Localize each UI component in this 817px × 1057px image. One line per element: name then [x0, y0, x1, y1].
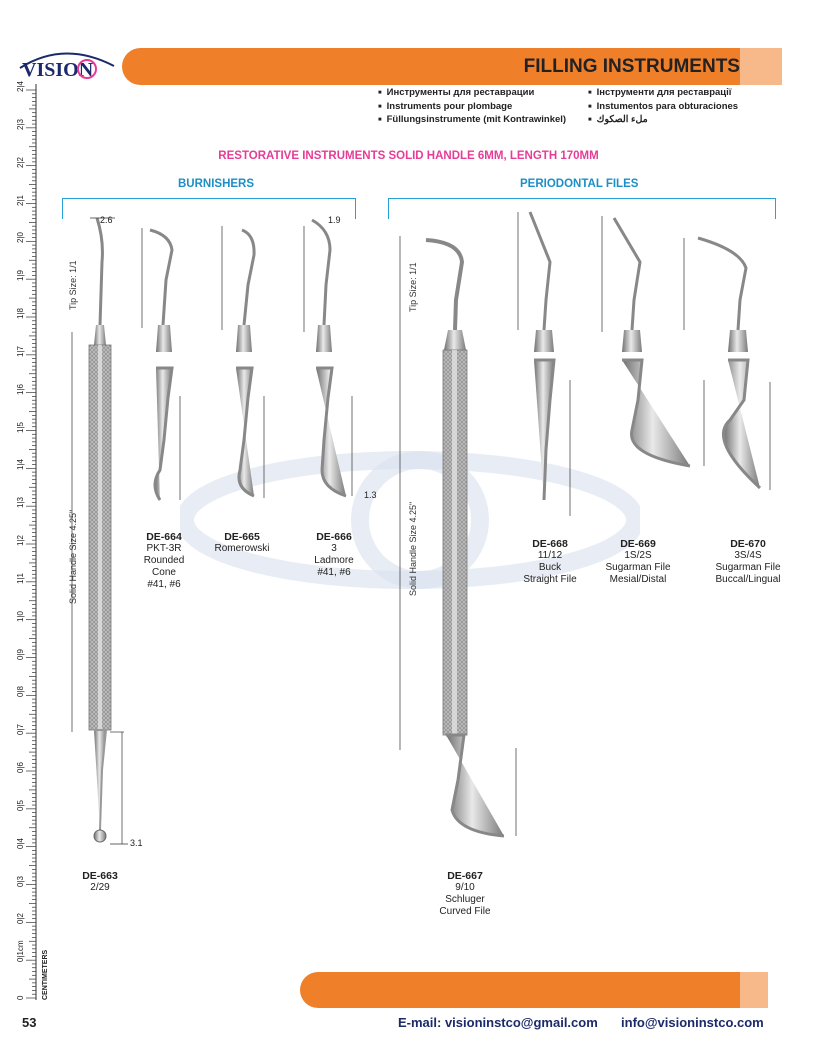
dimension-label: 3.1 — [130, 838, 143, 848]
instrument-desc: 9/10 — [455, 882, 475, 893]
ruler-label: 1|2 — [16, 535, 25, 546]
tip-size-label: Tip Size: 1/1 — [408, 262, 418, 312]
instrument-desc: Schluger — [445, 894, 485, 905]
ruler-label: 1|5 — [16, 421, 25, 433]
language-item: ■ Instumentos para obturaciones — [588, 101, 738, 115]
caption-de-667 — [425, 870, 505, 918]
dimension-label: 1.9 — [328, 215, 341, 225]
instrument-code: DE-665 — [224, 531, 260, 543]
caption-de-669 — [596, 538, 680, 586]
language-item: ■ Füllungsinstrumente (mit Kontrawinkel) — [378, 114, 566, 128]
ruler-label: 0|6 — [16, 762, 25, 773]
instrument-de-669 — [602, 216, 704, 466]
ruler-label: 0|4 — [16, 837, 25, 849]
tip-size-label: Tip Size: 1/1 — [68, 260, 78, 310]
caption-de-665 — [202, 531, 282, 555]
page-number: 53 — [22, 1015, 37, 1030]
instrument-desc: 1S/2S — [624, 550, 652, 561]
page-title: FILLING INSTRUMENTS — [523, 56, 740, 77]
contact-line — [398, 1015, 764, 1030]
instrument-de-670 — [684, 238, 770, 490]
ruler-label: 0|3 — [16, 875, 25, 887]
instrument-desc: Straight File — [523, 574, 577, 585]
instrument-desc: Buck — [538, 562, 562, 573]
instrument-code: DE-670 — [730, 538, 766, 550]
logo-text: VISION — [22, 59, 94, 81]
instrument-desc: 11/12 — [537, 550, 563, 561]
instrument-code: DE-664 — [146, 531, 182, 543]
instrument-de-663 — [72, 218, 128, 844]
ruler-label: 1|3 — [16, 497, 25, 509]
ruler-label: 2|3 — [16, 118, 25, 130]
instrument-desc: #41, #6 — [147, 579, 181, 590]
footer-bar — [300, 972, 768, 1008]
caption-de-666 — [294, 531, 374, 579]
instrument-code: DE-663 — [82, 870, 118, 882]
instrument-code: DE-669 — [620, 538, 656, 550]
solid-handle-label: Solid Handle Size 4.25" — [68, 509, 78, 604]
instrument-desc: 3S/4S — [734, 550, 762, 561]
ruler-label: 1|6 — [16, 383, 25, 395]
language-item: ■ ملء الصكوك — [588, 114, 738, 128]
ruler-label: 0|1cm — [16, 940, 25, 963]
group-title-burnishers: BURNISHERS — [178, 178, 255, 190]
ruler-label: 1|4 — [16, 459, 25, 471]
instrument-desc: Sugarman File — [715, 562, 781, 573]
group-title-periodontal: PERIODONTAL FILES — [520, 178, 639, 190]
instrument-desc: PKT-3R — [146, 543, 182, 554]
instrument-desc: Romerowski — [214, 543, 270, 554]
solid-handle-label: Solid Handle Size 4.25" — [408, 501, 418, 596]
ruler-label: 0|9 — [16, 648, 25, 660]
ruler-label: 2|1 — [16, 194, 25, 206]
language-item: ■ Инструменты для реставрации — [378, 87, 566, 101]
instrument-code: DE-667 — [447, 870, 483, 882]
instrument-de-664 — [142, 228, 180, 500]
ruler-label: 0 — [16, 995, 25, 1000]
language-item: ■ Instruments pour plombage — [378, 101, 566, 115]
instrument-desc: Ladmore — [314, 555, 354, 566]
instrument-desc: Rounded — [143, 555, 185, 566]
instrument-de-666 — [304, 220, 352, 496]
section-subtitle: RESTORATIVE INSTRUMENTS SOLID HANDLE 6MM, LENGTH 170MM — [218, 150, 599, 162]
instrument-desc: 3 — [331, 543, 337, 554]
ruler-label: 1|0 — [16, 610, 25, 622]
footer-bar-tail — [740, 972, 768, 1008]
instrument-desc: Buccal/Lingual — [715, 574, 781, 585]
ruler-label: 1|1 — [16, 572, 25, 584]
caption-de-670 — [706, 538, 790, 586]
ruler-label: 0|5 — [16, 799, 25, 811]
ruler-label: 1|9 — [16, 270, 25, 282]
dimension-label: 2.6 — [100, 215, 113, 225]
ruler-label: 0|2 — [16, 913, 25, 925]
ruler-label: 2|4 — [16, 81, 25, 92]
caption-de-664 — [124, 531, 204, 591]
caption-de-663 — [60, 870, 140, 894]
language-item: ■ Інструменти для реставрації — [588, 87, 738, 101]
instrument-desc: Mesial/Distal — [609, 574, 667, 585]
instrument-code: DE-668 — [532, 538, 568, 550]
instrument-desc: Curved File — [439, 906, 491, 917]
ruler-label: 0|7 — [16, 724, 25, 736]
ruler-unit-label: CENTIMETERS — [42, 949, 49, 1000]
instrument-de-665 — [222, 226, 264, 498]
ruler-label: 1|7 — [16, 345, 25, 357]
instrument-desc: 2/29 — [90, 882, 110, 893]
caption-de-668 — [510, 538, 590, 586]
web-contact[interactable]: info@visioninstco.com — [621, 1015, 764, 1030]
instrument-desc: Cone — [152, 567, 176, 578]
dimension-label: 1.3 — [364, 490, 377, 500]
ruler-label: 0|8 — [16, 686, 25, 698]
email-address[interactable]: E-mail: visioninstco@gmail.com — [398, 1015, 598, 1030]
instrument-de-668 — [518, 212, 570, 516]
ruler-label: 1|8 — [16, 308, 25, 319]
ruler-label: 2|0 — [16, 232, 25, 244]
instrument-desc: #41, #6 — [317, 567, 351, 578]
ruler-label: 2|2 — [16, 156, 25, 168]
ruler — [26, 84, 36, 1000]
instrument-desc: Sugarman File — [605, 562, 671, 573]
instrument-code: DE-666 — [316, 531, 352, 543]
